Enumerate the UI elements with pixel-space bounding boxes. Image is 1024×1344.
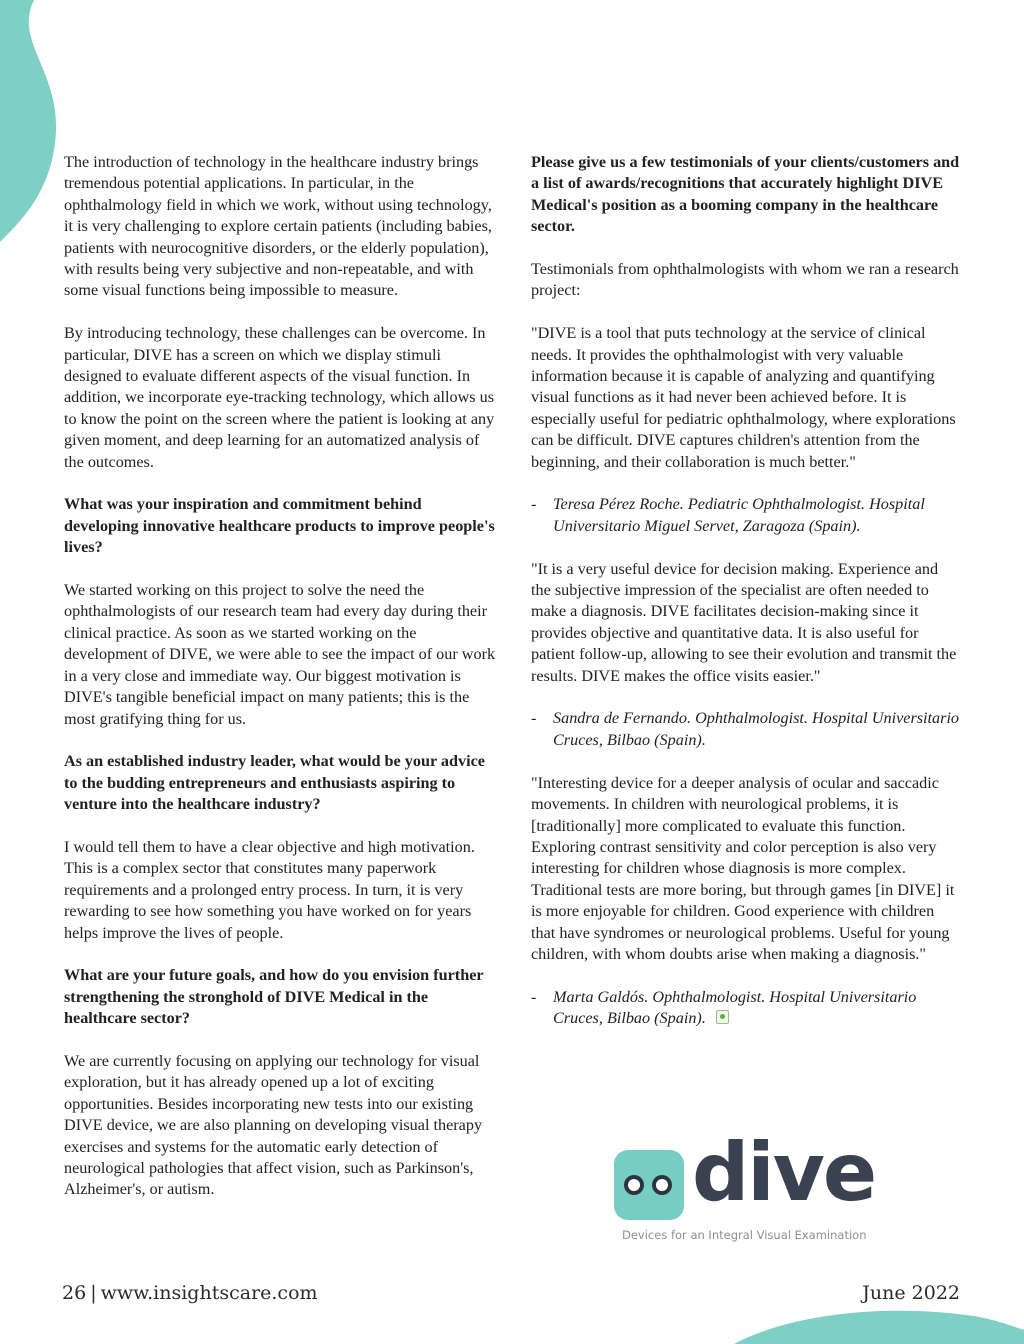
testimonial-quote-3: "Interesting device for a deeper analysis of ocular and saccadic movements. In children with neurological problems, it is [traditionally] more complicated to evaluate this function. Exploring contrast sensitivity and color perception is also very interesting for children whose diagnosis is more complex. Traditional tests are more boring, but through games [in DIVE] it is more enjoyable for children. Good experience with children that have syndromes or neurological problems. Useful for young children, with whom doubts arise when making a diagnosis."	[531, 773, 955, 963]
footer-separator: |	[90, 1282, 97, 1304]
logo-eyes-icon	[614, 1150, 684, 1220]
question-testimonials: Please give us a few testimonials of your clients/customers and a list of awards/recognitions that accurately highlight DIVE Medical's position as a booming company in the healthcare sector.	[531, 153, 960, 236]
footer-left	[62, 1282, 318, 1304]
eye-icon	[652, 1175, 672, 1195]
attribution-wrap	[553, 987, 961, 1030]
testimonial-attribution-3	[531, 987, 961, 1030]
website-link[interactable]: www.insightscare.com	[100, 1282, 318, 1304]
answer-inspiration: We started working on this project to solve the need the ophthalmologists of our research team had every day during their clinical practice. As soon as we started working on the development of DIVE, we were able to see the impact of our work in a very close and immediate way. Our biggest motivation is DIVE's tangible beneficial impact on many patients; this is the most gratifying thing for us.	[64, 581, 496, 728]
list-dash: -	[531, 709, 537, 728]
logo-wordmark: dive	[692, 1126, 876, 1219]
answer-future-goals: We are currently focusing on applying our technology for visual exploration, but it has already opened up a lot of exciting opportunities. Besides incorporating new tests into our existing DIVE device, we are also planning on developing visual therapy exercises and systems for the automatic early detection of neurological pathologies that affect vision, such as Parkinson's, Alzheimer's, or autism.	[64, 1051, 483, 1199]
note-icon[interactable]	[716, 1010, 729, 1024]
testimonial-quote-2: "It is a very useful device for decision making. Experience and the subjective impression of the specialist are often needed to make a diagnosis. DIVE facilitates decision-making since it provides objective and quantitative data. It is also useful for patient follow-up, allowing to see their evolution and transmit the results. DIVE makes the office visits easier."	[531, 559, 957, 685]
testimonials-intro: Testimonials from ophthalmologists with whom we ran a research project:	[531, 260, 959, 300]
decorative-blob-top	[0, 0, 60, 250]
list-dash: -	[531, 987, 537, 1006]
testimonial-attribution-1	[531, 494, 961, 537]
decorative-blob-bottom	[734, 1304, 1024, 1344]
testimonial-attribution-2	[531, 708, 961, 751]
attribution-text: Teresa Pérez Roche. Pediatric Ophthalmologist. Hospital Universitario Miguel Servet, Zaragoza (Spain).	[553, 495, 925, 535]
question-inspiration: What was your inspiration and commitment behind developing innovative healthcare products to improve people's lives?	[64, 495, 495, 557]
attribution-text: Sandra de Fernando. Ophthalmologist. Hospital Universitario Cruces, Bilbao (Spain).	[553, 709, 960, 749]
eye-icon	[624, 1175, 644, 1195]
left-column	[64, 152, 496, 1222]
answer-advice: I would tell them to have a clear objective and high motivation. This is a complex sector that constitutes many paperwork requirements and a prolonged entry process. In turn, it is very rewarding to see how something you have worked on for years helps improve the lives of people.	[64, 837, 475, 942]
attribution-text: Marta Galdós. Ophthalmologist. Hospital Universitario Cruces, Bilbao (Spain).	[553, 987, 917, 1028]
list-dash: -	[531, 495, 537, 514]
dive-logo	[612, 1126, 884, 1252]
issue-date: June 2022	[862, 1282, 960, 1304]
technology-paragraph: By introducing technology, these challenges can be overcome. In particular, DIVE has a screen on which we display stimuli designed to evaluate different aspects of the visual function. In addition, we incorporate eye-tracking technology, which allows us to know the point on the screen where the patient is looking at any given moment, and deep learning for an automatized analysis of the outcomes.	[64, 324, 495, 471]
intro-paragraph: The introduction of technology in the healthcare industry brings tremendous potential applications. In particular, in the ophthalmology field in which we work, without using technology, it is very challenging to explore certain patients (including babies, patients with neurocognitive disorders, or the elderly population), with results being very subjective and non-repeatable, and with some visual functions being impossible to measure.	[64, 153, 492, 300]
page-number: 26	[62, 1282, 87, 1304]
right-column	[531, 152, 961, 1051]
testimonial-quote-1: "DIVE is a tool that puts technology at the service of clinical needs. It provides the ophthalmologist with very valuable information because it is capable of analyzing and quantifying visual functions as it had never been achieved before. It is especially useful for pediatric ophthalmology, where explorations can be difficult. DIVE captures children's attention from the beginning, and their collaboration is much better."	[531, 324, 956, 471]
logo-tagline: Devices for an Integral Visual Examination	[622, 1228, 867, 1242]
question-future-goals: What are your future goals, and how do you envision further strengthening the stronghold of DIVE Medical in the healthcare sector?	[64, 966, 484, 1028]
question-advice: As an established industry leader, what would be your advice to the budding entrepreneurs and enthusiasts aspiring to venture into the healthcare industry?	[64, 752, 485, 814]
